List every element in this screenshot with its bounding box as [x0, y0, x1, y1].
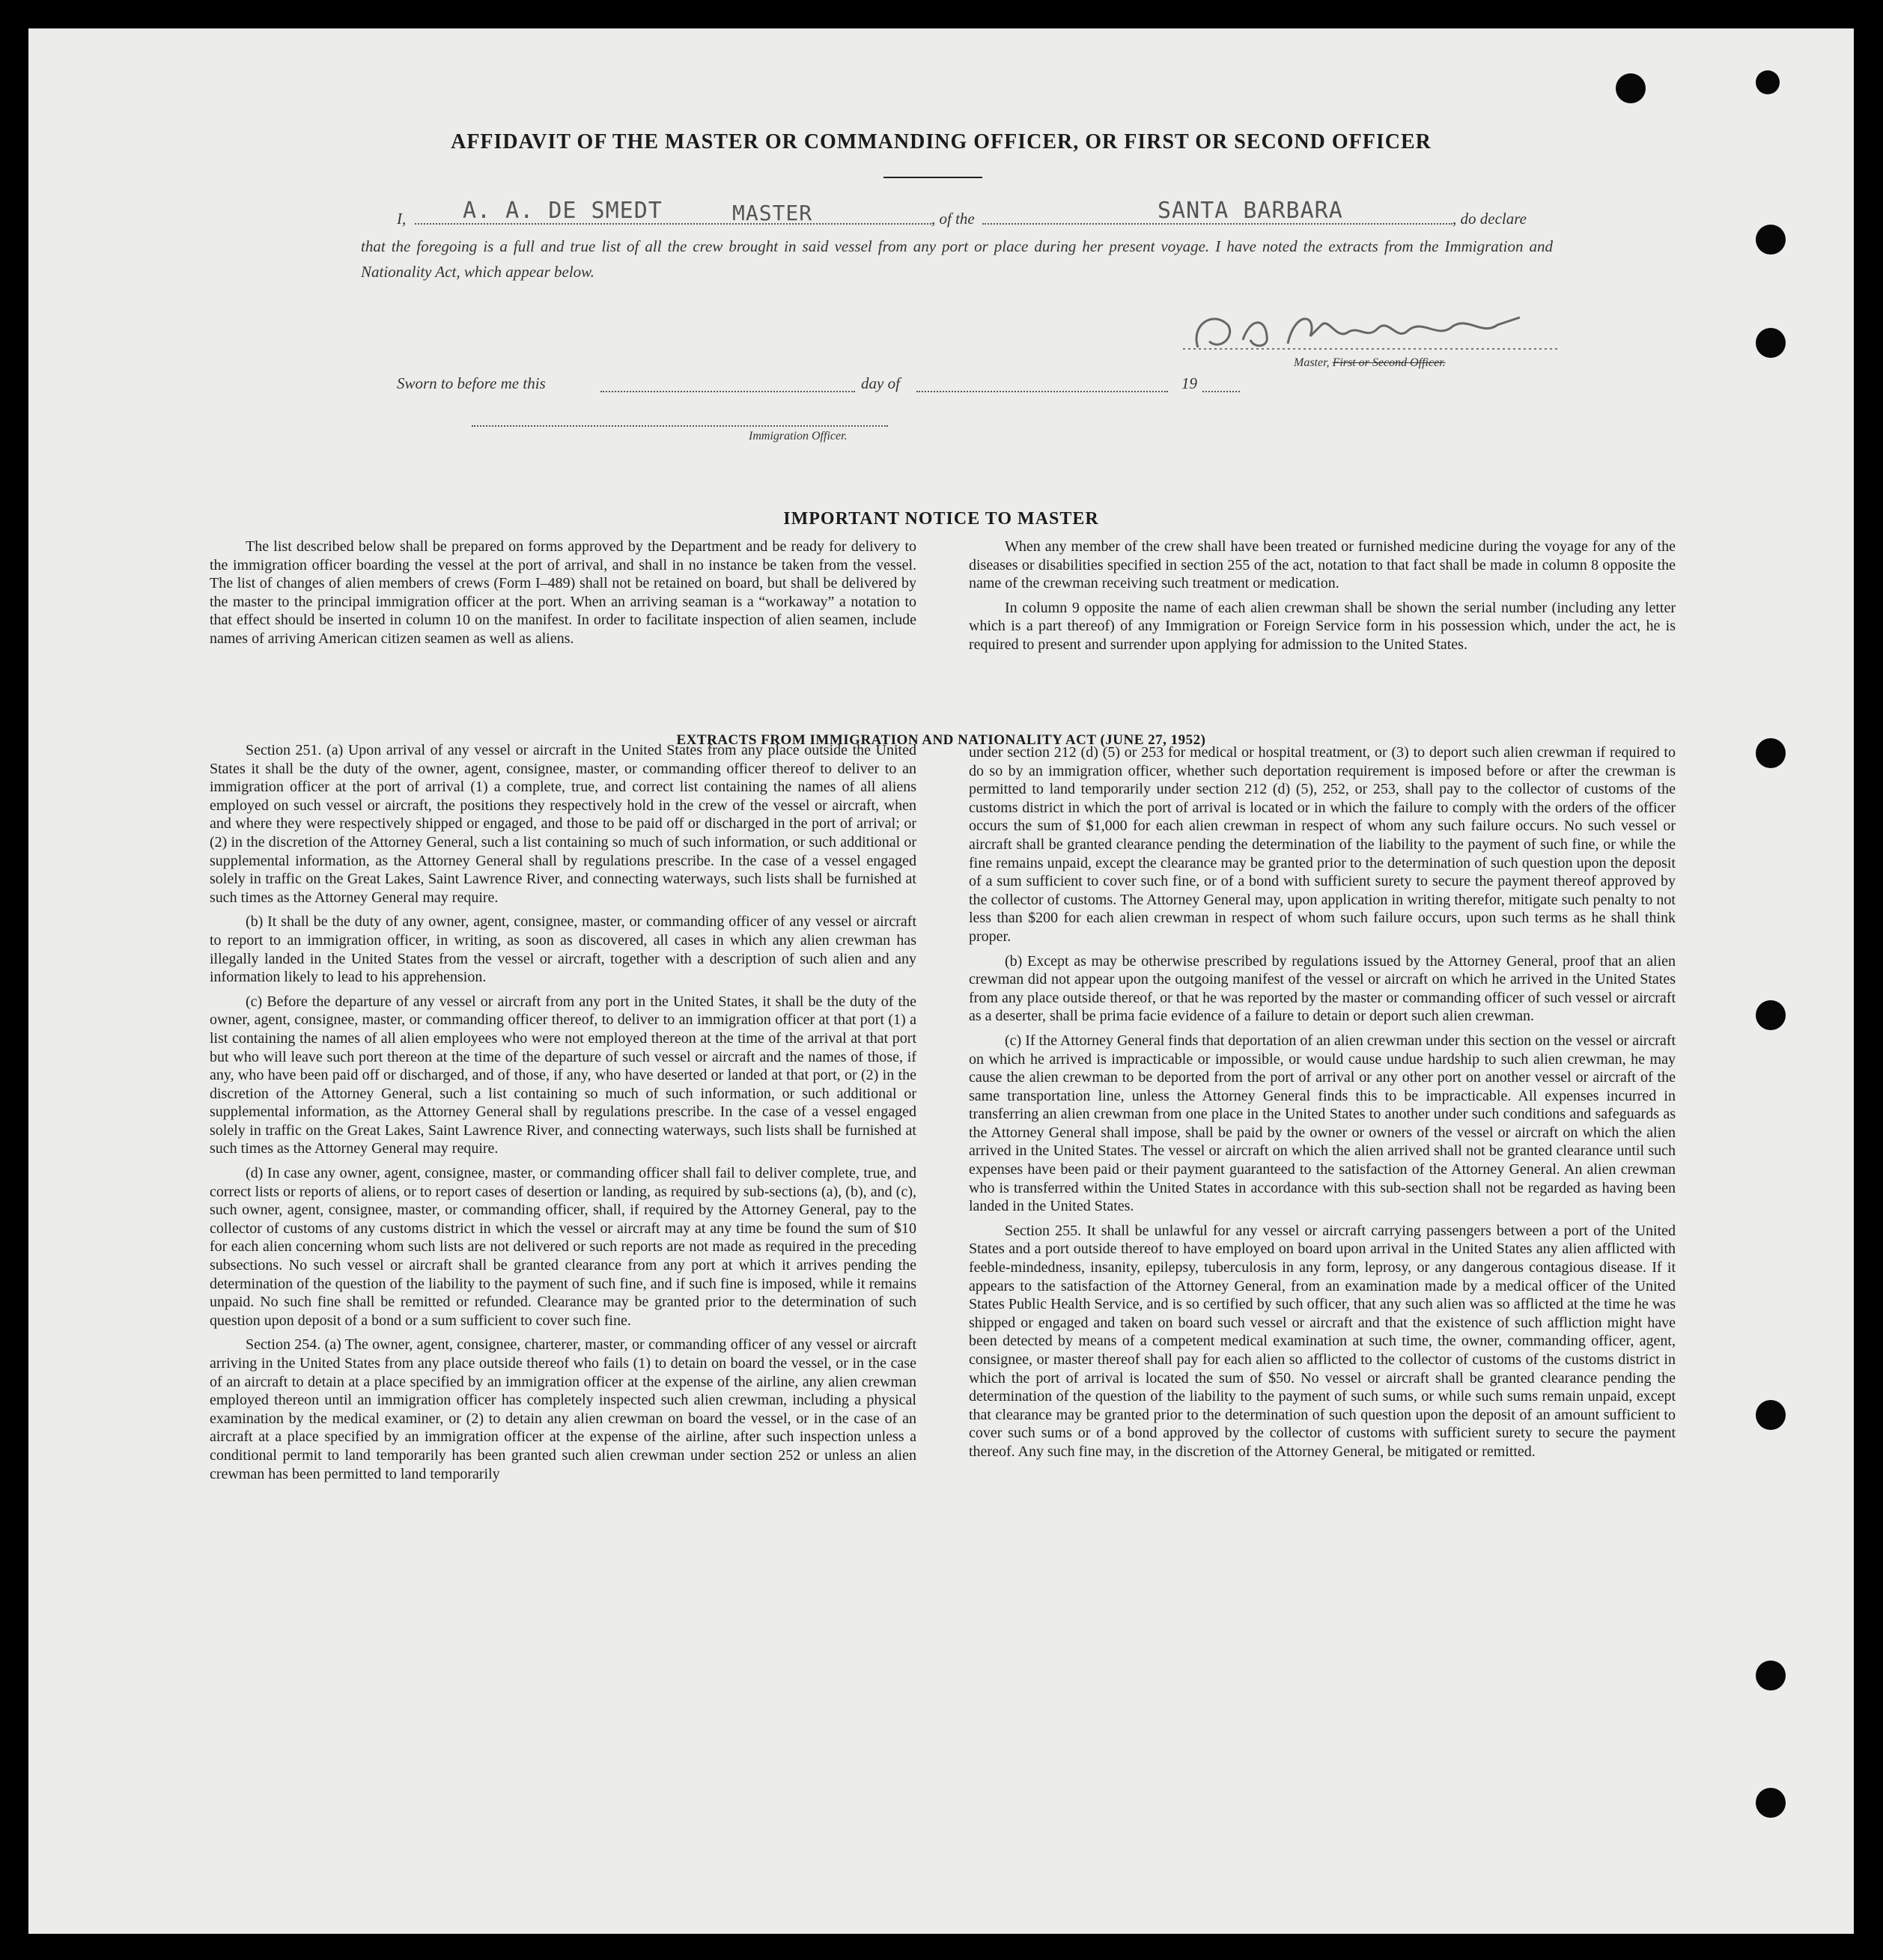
sworn-text: Sworn to before me this: [397, 374, 546, 392]
signature-caption-master: Master,: [1294, 356, 1333, 369]
notice-paragraph: In column 9 opposite the name of each alien crewman shall be shown the serial number (including any letter which is a part thereof) of any Immigration or Foreign Service form in his possession which, under the act, he is required to present and surrender upon applying for admission to the United States.: [969, 599, 1676, 653]
sworn-year-line: [1202, 391, 1240, 392]
punch-hole: [1756, 1661, 1786, 1690]
section-paragraph: (d) In case any owner, agent, consignee, master, or commanding officer shall fail to deliver complete, true, and correct lists or reports of aliens, or to report cases of desertion or landing, as required by sub-sections (a), (b), and (c), such owner, agent, consignee, master, or commanding officer, shall, if required by the Attorney General, pay to the collector of customs of any customs district in which the vessel or aircraft may at any time be found the sum of $10 for each alien concerning whom such lists are not delivered or such reports are not made as required in the preceding subsections. No such vessel or aircraft shall be granted clearance from any port at which it arrives pending the determination of the question of the liability to the payment of such fine, and if such fine is imposed, while it remains unpaid. No such fine shall be remitted or refunded. Clearance may be granted prior to the determination of such question upon deposit of a bond or a sum sufficient to cover such fine.: [210, 1165, 916, 1329]
section-paragraph: Section 255. It shall be unlawful for any vessel or aircraft carrying passengers between a port of the United States and a port outside thereof to have employed on board upon arrival in the United States any alien afflicted with feeble-mindedness, insanity, epilepsy, tuberculosis in any form, leprosy, or any dangerous contagious disease. If it appears to the satisfaction of the Attorney General, from an examination made by a medical officer of the United States Public Health Service, and is so certified by such officer, that any such alien was so afflicted at the time he was shipped or engaged and taken on board such vessel or aircraft and that the existence of such affliction might have been detected by means of a competent medical examination at such time, the owner, commanding officer, agent, consignee, or master thereof shall pay for each alien so afflicted to the collector of customs of the customs district in which the port of arrival is located the sum of $50. No vessel or aircraft shall be granted clearance pending the determination of the question of the liability to the payment of such sums, or while such sums remain unpaid, except that clearance may be granted prior to the determination of such question upon the deposit of an amount sufficient to cover such sums or of a bond approved by the collector of customs with sufficient surety to secure the payment thereof. Any such fine may, in the discretion of the Attorney General, be mitigated or remitted.: [969, 1222, 1676, 1460]
section-paragraph: (b) It shall be the duty of any owner, agent, consignee, master, or commanding officer of any vessel or aircraft to report to an immigration officer, in writing, as soon as discovered, all cases in which any alien crewman has illegally landed in the United States from the vessel or aircraft, together with a description of such alien and any information likely to lead to his apprehension.: [210, 913, 916, 986]
year-prefix-text: 19: [1181, 374, 1197, 392]
vessel-name-value: SANTA BARBARA: [1158, 198, 1343, 224]
title-divider: [883, 177, 982, 178]
punch-hole: [1756, 1000, 1786, 1030]
section-paragraph: Section 251. (a) Upon arrival of any vessel or aircraft in the United States from any place outside the United States it shall be the duty of the owner, agent, consignee, master, or commanding officer thereof to deliver to an immigration officer at the port of arrival (1) a complete, true, and correct list containing the names of all aliens employed on such vessel or aircraft, the positions they respectively hold in the crew of the vessel or aircraft, when and where they were respectively shipped or engaged, and those to be paid off or discharged in the port of arrival; or (2) in the discretion of the Attorney General, such a list containing so much of such information, or such additional or supplemental information, as the Attorney General shall by regulations prescribe. In the case of a vessel engaged solely in traffic on the Great Lakes, Saint Lawrence River, and connecting waterways, such lists shall be furnished at such times as the Attorney General may require.: [210, 742, 916, 906]
notice-paragraph: The list described below shall be prepared on forms approved by the Department and be ready for delivery to the immigration officer boarding the vessel at the port of arrival, and shall in no instance be taken from the vessel. The list of changes of alien members of crews (Form I–489) shall not be retained on board, but shall be delivered by the master to the principal immigration officer at the port. When an arriving seaman is a “workaway” a notation to that effect should be inserted in column 10 on the manifest. In order to facilitate inspection of alien seamen, include names of arriving American citizen seamen as well as aliens.: [210, 538, 916, 647]
notice-left-column: [210, 538, 916, 654]
master-signature: [1183, 295, 1557, 362]
rank-value: MASTER: [732, 201, 813, 225]
section-paragraph: under section 212 (d) (5) or 253 for medical or hospital treatment, or (3) to deport such alien crewman if required to do so by an immigration officer, whether such deportation requirement is imposed before or after the crewman is permitted to land temporarily under section 212 (d) (5), 252, or 253, shall pay to the collector of customs of the customs district in which the port of arrival is located or in which the failure to comply with the orders of the officer occurs the sum of $1,000 for each alien crewman in respect of whom any such failure occurs. No such vessel or aircraft shall be granted clearance pending the determination of the liability to the payment of such fine, or while the fine remains unpaid, except the clearance may be granted prior to the determination of such question upon the deposit of a sum sufficient to cover such fine, or of a bond with sufficient surety to secure the payment thereof approved by the collector of customs. The Attorney General may, upon application in writing therefor, mitigate such penalty to not less than $200 for each alien crewman in respect of whom such failure occurs, upon such terms as he shall think proper.: [969, 744, 1676, 945]
immigration-officer-line: [472, 425, 888, 427]
notice-paragraph: When any member of the crew shall have been treated or furnished medicine during the voyage for any of the diseases or disabilities specified in section 255 of the act, notation to that fact shall be made in column 8 opposite the name of the crewman receiving such treatment or medication.: [969, 538, 1676, 592]
immigration-officer-caption: Immigration Officer.: [749, 430, 848, 442]
notice-right-column: [969, 538, 1676, 660]
extracts-right-column: [969, 743, 1676, 1467]
sworn-day-line: [600, 391, 855, 392]
notice-title: IMPORTANT NOTICE TO MASTER: [783, 509, 1099, 529]
punch-hole: [1756, 1400, 1786, 1430]
signature-caption-struck: First or Second Officer.: [1332, 356, 1446, 369]
punch-hole: [1616, 73, 1646, 103]
of-the-text: , of the: [931, 210, 975, 228]
section-paragraph: (c) If the Attorney General finds that deportation of an alien crewman under this section on the vessel or aircraft on which he arrived is impracticable or impossible, or would cause undue hardship to such alien crewman, he may cause the alien crewman to be deported from the port of arrival or any other port on another vessel or aircraft of the same transportation line, unless the Attorney General finds this to be impracticable. All expenses incurred in transferring an alien crewman from one place in the United States to another under such conditions and safeguards as the Attorney General shall impose, shall be paid by the owner or owners of the vessel or aircraft on which the alien arrived in the United States. The vessel or aircraft on which the alien arrived shall not be granted clearance until such expenses have been paid or their payment guaranteed to the satisfaction of the Attorney General. An alien crewman who is transferred within the United States in accordance with this sub-section shall not be regarded as having been landed in the United States.: [969, 1032, 1676, 1215]
section-paragraph: Section 254. (a) The owner, agent, consignee, charterer, master, or commanding officer of any vessel or aircraft arriving in the United States from any place outside thereof who fails (1) to detain on board the vessel, or in the case of an aircraft to detain at a place specified by an immigration officer at the expense of the airline, any alien crewman employed thereon until an immigration officer has completely inspected such alien crewman, including a physical examination by the medical examiner, or (2) to detain any alien crewman on board the vessel, or in the case of an aircraft at a place specified by an immigration officer at the expense of the airline, after such inspection unless a conditional permit to land temporarily has been granted such alien crewman under section 252 or unless an alien crewman has been permitted to land temporarily: [210, 1336, 916, 1482]
extracts-left-column: [210, 741, 916, 1489]
affidavit-title: AFFIDAVIT OF THE MASTER OR COMMANDING OFFICER, OR FIRST OR SECOND OFFICER: [451, 130, 1432, 153]
day-of-text: day of: [861, 374, 900, 392]
sworn-month-line: [916, 391, 1168, 392]
declaration-statement: that the foregoing is a full and true list of all the crew brought in said vessel from any port or place during her present voyage. I have noted the extracts from the Immigration and Nationality Act, which appear below.: [361, 237, 1553, 281]
punch-hole: [1756, 328, 1786, 358]
section-paragraph: (b) Except as may be otherwise prescribed by regulations issued by the Attorney General, proof that an alien crewman did not appear upon the outgoing manifest of the vessel or aircraft on which he arrived in the United States from any place outside thereof, or that he was reported by the master or commanding officer of such vessel or aircraft as a deserter, shall be prima facie evidence of a failure to detain or deport such alien crewman.: [969, 952, 1676, 1025]
section-paragraph: (c) Before the departure of any vessel or aircraft from any port in the United States, it shall be the duty of the owner, agent, consignee, master, or commanding officer thereof, to deliver to an immigration officer at that port (1) a list containing the names of all alien employees who were not employed thereon at the time of the arrival at that port but who will leave such port thereon at the time of the departure of such vessel or aircraft and the names of those, if any, who have been paid off or discharged, and of those, if any, who have deserted or landed at that port, or (2) in the discretion of the Attorney General, such a list containing so much of such information, or such additional or supplemental information, as the Attorney General shall by regulations prescribe. In the case of a vessel engaged solely in traffic on the Great Lakes, Saint Lawrence River, and connecting waterways, such lists shall be furnished at such times as the Attorney General may require.: [210, 993, 916, 1157]
punch-hole: [1756, 225, 1786, 255]
do-declare-text: , do declare: [1452, 210, 1527, 228]
punch-hole: [1756, 70, 1780, 94]
punch-hole: [1756, 1788, 1786, 1818]
declaration-prefix: I,: [397, 210, 407, 228]
document-page: [28, 28, 1854, 1934]
signature-caption: [1294, 356, 1446, 370]
master-name-value: A. A. DE SMEDT: [463, 198, 663, 224]
extracts-title: EXTRACTS FROM IMMIGRATION AND NATIONALITY ACT (JUNE 27, 1952): [676, 732, 1206, 748]
